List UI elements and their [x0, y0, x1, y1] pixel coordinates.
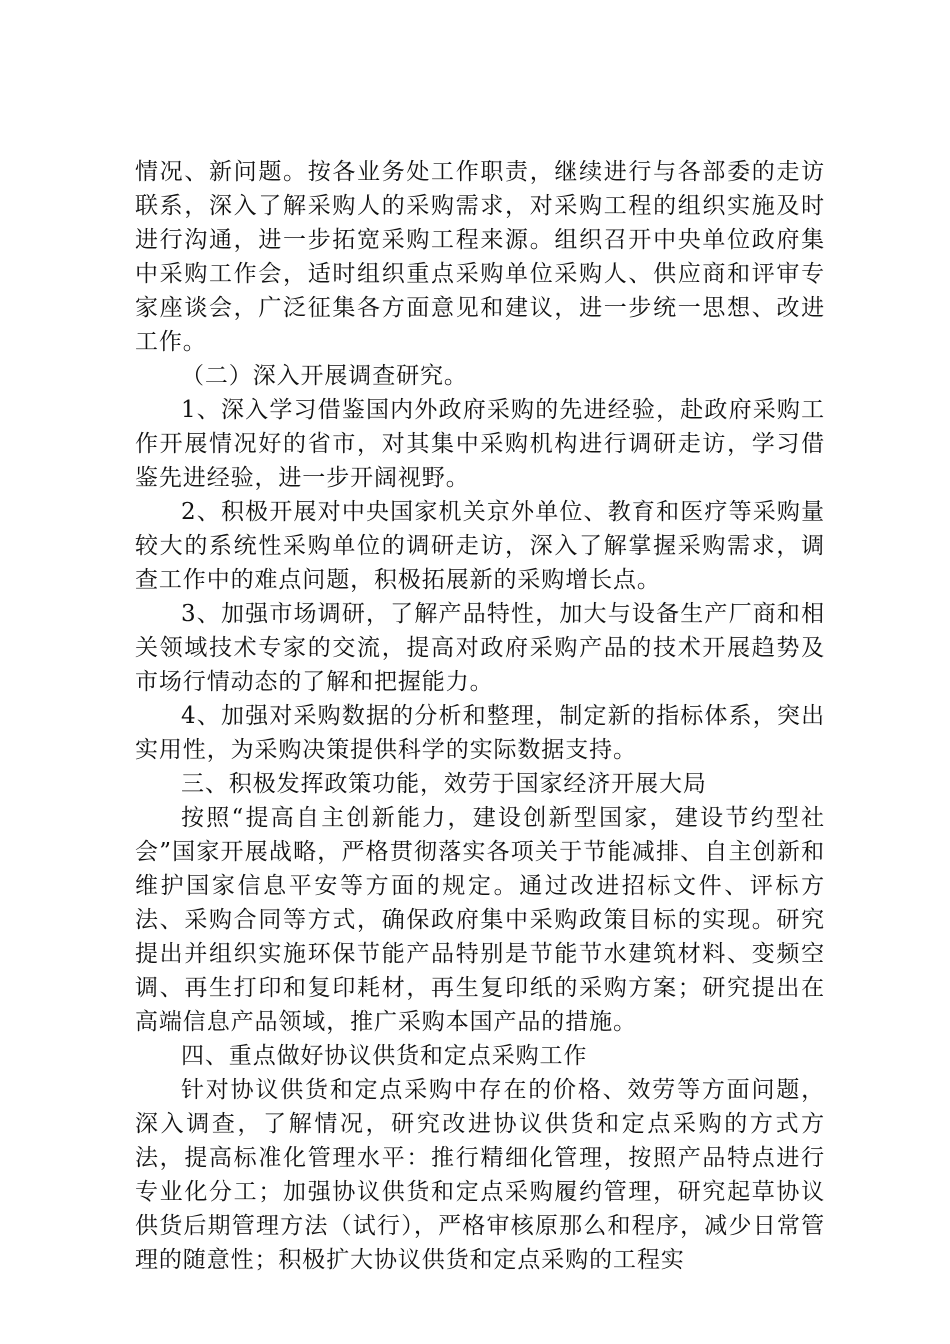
- section-subheading-research: （二）深入开展调查研究。: [181, 363, 468, 389]
- section-heading-agreement: 四、重点做好协议供货和定点采购工作: [181, 1043, 588, 1069]
- paragraph-item-2: 2、积极开展对中央国家机关京外单位、教育和医疗等采购量较大的系统性采购单位的调研走访，深入了解掌握采购需求，调查工作中的难点问题，积极拓展新的采购增长点。: [135, 499, 825, 593]
- paragraph-item-3: 3、加强市场调研，了解产品特性，加大与设备生产厂商和相关领域技术专家的交流，提高对政府采购产品的技术开展趋势及市场行情动态的了解和把握能力。: [135, 601, 825, 695]
- paragraph-agreement: 针对协议供货和定点采购中存在的价格、效劳等方面问题，深入调查，了解情况，研究改进协议供货和定点采购的方式方法，提高标准化管理水平：推行精细化管理，按照产品特点进行专业化分工；加强协议供货和定点采购履约管理，研究起草协议供货后期管理方法（试行），严格审核原那么和程序，减少日常管理的随意性；积极扩大协议供货和定点采购的工程实: [135, 1077, 825, 1273]
- document-body: [135, 155, 825, 1277]
- section-heading-policy: 三、积极发挥政策功能，效劳于国家经济开展大局: [181, 771, 707, 797]
- paragraph-policy: 按照“提高自主创新能力，建设创新型国家，建设节约型社会”国家开展战略，严格贯彻落实各项关于节能减排、自主创新和维护国家信息平安等方面的规定。通过改进招标文件、评标方法、采购合同等方式，确保政府集中采购政策目标的实现。研究提出并组织实施环保节能产品特别是节能节水建筑材料、变频空调、再生打印和复印耗材，再生复印纸的采购方案；研究提出在高端信息产品领域，推广采购本国产品的措施。: [135, 805, 825, 1035]
- paragraph-continuation: 情况、新问题。按各业务处工作职责，继续进行与各部委的走访联系，深入了解采购人的采购需求，对采购工程的组织实施及时进行沟通，进一步拓宽采购工程来源。组织召开中央单位政府集中采购工作会，适时组织重点采购单位采购人、供应商和评审专家座谈会，广泛征集各方面意见和建议，进一步统一思想、改进工作。: [135, 159, 825, 355]
- paragraph-item-1: 1、深入学习借鉴国内外政府采购的先进经验，赴政府采购工作开展情况好的省市，对其集中采购机构进行调研走访，学习借鉴先进经验，进一步开阔视野。: [135, 397, 825, 491]
- paragraph-item-4: 4、加强对采购数据的分析和整理，制定新的指标体系，突出实用性，为采购决策提供科学的实际数据支持。: [135, 703, 825, 763]
